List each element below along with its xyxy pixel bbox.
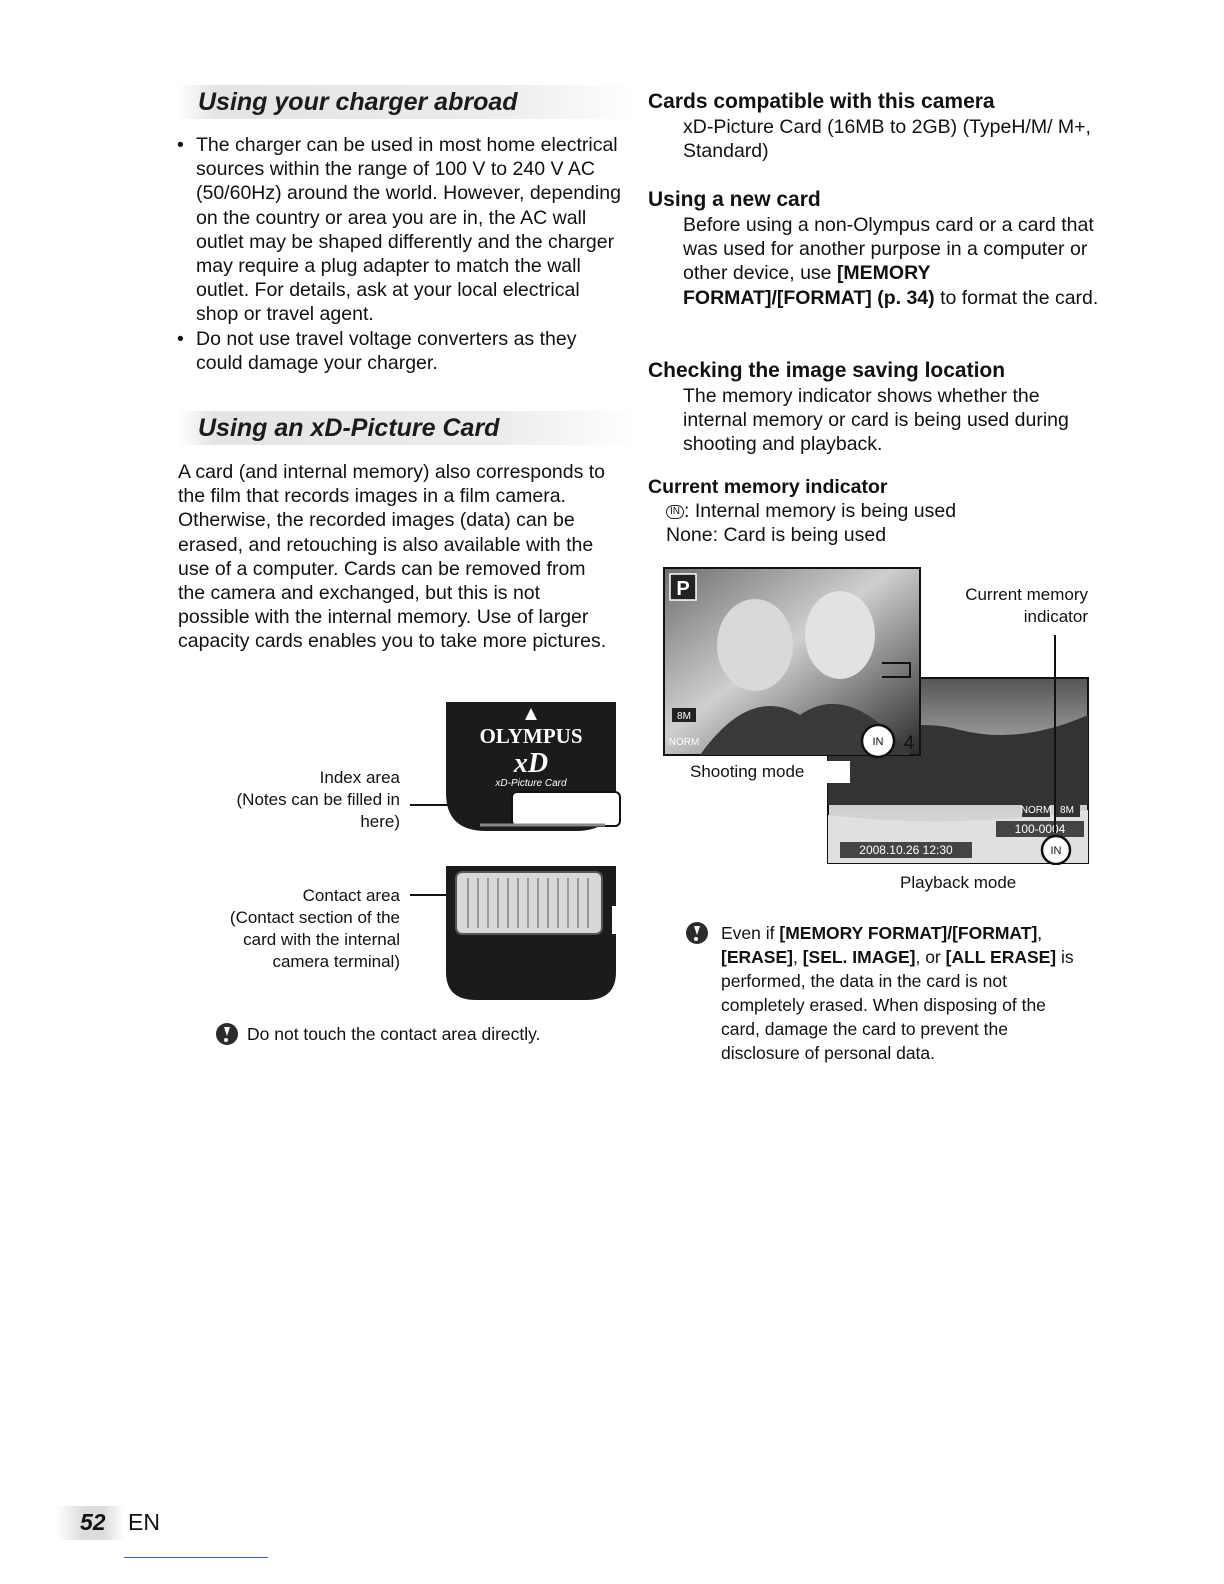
svg-text:IN: IN [872, 736, 884, 748]
section-heading-charger: Using your charger abroad [178, 85, 638, 119]
caution-text: Do not touch the contact area directly. [247, 1024, 541, 1044]
playback-mode-label: Playback mode [900, 873, 1017, 892]
index-area-box [512, 792, 620, 826]
newcard-text [648, 213, 1103, 310]
menu-reference: [ERASE] [721, 947, 793, 967]
index-area-label [180, 767, 400, 833]
caution-note [215, 1022, 635, 1046]
compat-text: xD-Picture Card (16MB to 2GB) (TypeH/M/ M+, Standard) [683, 116, 1091, 163]
bullet-item: • The charger can be used in most home electrical sources within the range of 100 V to 240 V AC (50/60Hz) around the world. However, depending on the country or area you are in, the AC wall outlet may be shaped differently and the charger may require a plug adapter to match the wall outlet. For details, ask at your local electrical shop or travel agent. [176, 133, 626, 327]
text-run: , or [915, 947, 946, 967]
text-run: Even if [721, 923, 780, 943]
svg-text:2008.10.26 12:30: 2008.10.26 12:30 [859, 843, 953, 857]
menu-reference: [MEMORY FORMAT]/[FORMAT] (p. 34) [683, 262, 935, 309]
menu-reference: [MEMORY FORMAT]/[FORMAT] [779, 923, 1038, 943]
xd-card-paragraph: A card (and internal memory) also corresponds to the film that records images in a film camera. Otherwise, the recorded images (data) can be erased, and retouching is also available with the use of a computer. Cards can be removed from the camera and exchanged, but this is not possible with the internal memory. Use of larger capacity cards enables you to take more pictures. [178, 461, 607, 653]
memory-indicator-screens [660, 565, 1100, 865]
svg-text:8M: 8M [677, 711, 691, 722]
data-erase-note [721, 921, 1086, 1065]
card-brand-text: OLYMPUS [479, 724, 583, 748]
footer-rule [124, 1557, 268, 1558]
internal-memory-icon: IN [666, 505, 684, 519]
label-line: Contact area [302, 886, 400, 905]
svg-text:NORM: NORM [1020, 805, 1052, 816]
xd-card-front-illustration [400, 698, 625, 838]
menu-reference: [ALL ERASE] [945, 947, 1057, 967]
svg-text:8M: 8M [1060, 805, 1074, 816]
section-heading-xd-card: Using an xD-Picture Card [178, 411, 638, 445]
svg-text:IN: IN [1050, 845, 1062, 857]
newcard-heading: Using a new card [648, 188, 821, 211]
indicator-heading: Current memory indicator [648, 476, 888, 498]
indicator-legend [666, 499, 1086, 547]
charger-bullet-list [176, 133, 626, 375]
child-face-left [717, 599, 793, 691]
text-run: , [1037, 923, 1043, 943]
label-line: here) [360, 812, 400, 831]
child-face-right [805, 591, 875, 679]
indicator-line-card: None: Card is being used [666, 524, 887, 547]
label-line: card with the internal [243, 930, 400, 949]
text-run: : Internal memory is being used [684, 500, 957, 522]
label-line: indicator [1023, 607, 1088, 626]
svg-text:P: P [676, 578, 690, 600]
checking-text: The memory indicator shows whether the internal memory or card is being used during shooting and playback. [683, 385, 1069, 456]
caution-icon [215, 1022, 239, 1046]
svg-text:NORM: NORM [668, 737, 700, 748]
page-number: 52 [80, 1509, 106, 1535]
svg-text:4: 4 [903, 733, 915, 754]
xd-card-back-illustration [400, 862, 625, 1004]
label-line: Index area [319, 768, 400, 787]
text-run: , [792, 947, 803, 967]
card-logo-subtext: xD-Picture Card [495, 778, 567, 789]
shooting-screen [664, 568, 920, 757]
caution-icon [685, 921, 709, 945]
card-logo-text: xD [513, 748, 549, 779]
shooting-mode-label: Shooting mode [690, 761, 850, 783]
menu-reference: [SEL. IMAGE] [802, 947, 916, 967]
indicator-line-internal [666, 499, 1086, 523]
language-code: EN [128, 1509, 160, 1535]
label-line: (Contact section of the [229, 908, 400, 927]
text-run: to format the card. [934, 286, 1099, 309]
compat-heading: Cards compatible with this camera [648, 90, 995, 113]
bullet-item: • Do not use travel voltage converters as they could damage your charger. [176, 327, 626, 375]
label-line: camera terminal) [272, 952, 400, 971]
contact-area-label [180, 885, 400, 973]
label-line: (Notes can be filled in [236, 790, 400, 809]
label-line: Current memory [965, 585, 1088, 604]
svg-text:100-0004: 100-0004 [1014, 822, 1066, 836]
text-run: is performed, the data in the card is not completely erased. When disposing of the card, damage the card to prevent the disclosure of personal data. [721, 947, 1074, 1063]
checking-heading: Checking the image saving location [648, 359, 1006, 382]
text-run: Before using a non-Olympus card or a card that was used for another purpose in a computer or other device, use [683, 214, 1094, 285]
card-notch [612, 906, 618, 934]
